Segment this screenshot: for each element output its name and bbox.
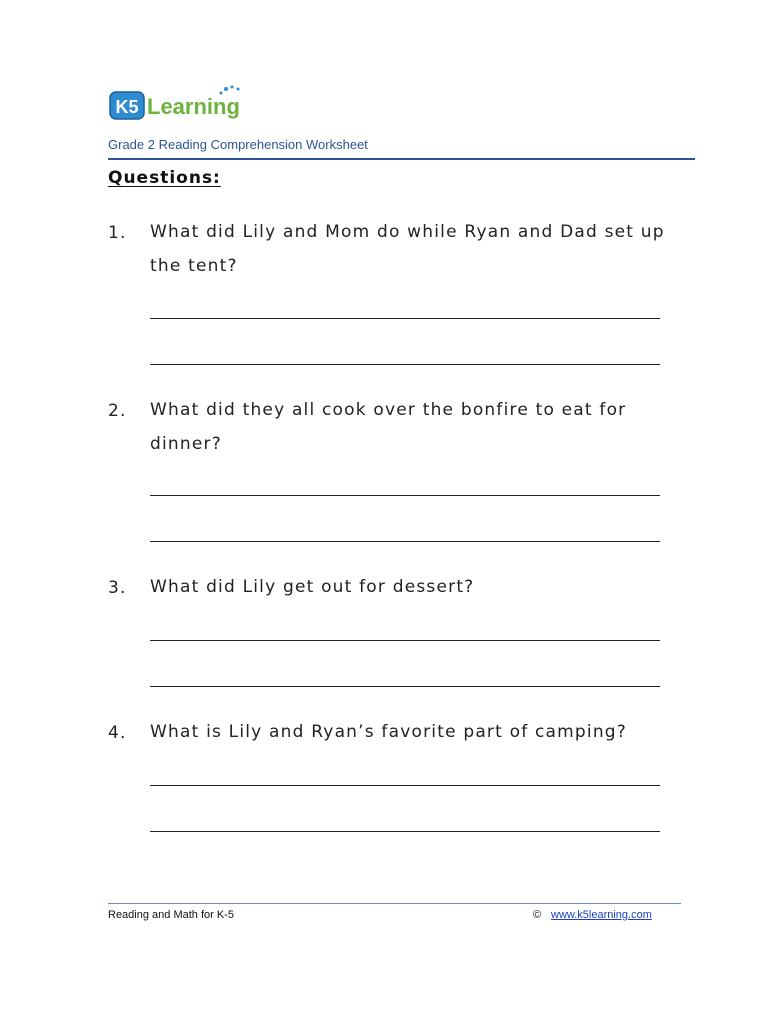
answer-line <box>150 541 660 542</box>
k5-learning-logo <box>108 84 264 122</box>
worksheet-subtitle: Grade 2 Reading Comprehension Worksheet <box>108 137 368 152</box>
answer-line <box>150 364 660 365</box>
answer-line <box>150 640 660 641</box>
question-number: 2. <box>108 401 127 421</box>
question-text: What is Lily and Ryan’s favorite part of camping? <box>150 722 628 742</box>
question-text: What did Lily and Mom do while Ryan and Dad set up the tent? <box>150 222 665 276</box>
question-number: 3. <box>108 578 127 598</box>
footer-tagline: Reading and Math for K-5 <box>108 909 234 921</box>
questions-heading: Questions: <box>108 168 221 188</box>
question-number: 4. <box>108 723 127 743</box>
header-divider <box>108 158 695 160</box>
question-text: What did they all cook over the bonfire to eat for dinner? <box>150 400 627 454</box>
copyright-symbol: © <box>533 909 542 921</box>
question-number: 1. <box>108 223 127 243</box>
answer-line <box>150 785 660 786</box>
answer-line <box>150 318 660 319</box>
logo-badge-text: K5 <box>115 97 139 117</box>
answer-line <box>150 495 660 496</box>
logo-word-text: Learning <box>147 94 240 119</box>
k5learning-link[interactable]: www.k5learning.com <box>551 909 652 921</box>
footer-divider <box>108 903 681 904</box>
answer-line <box>150 831 660 832</box>
answer-line <box>150 686 660 687</box>
question-text: What did Lily get out for dessert? <box>150 577 475 597</box>
